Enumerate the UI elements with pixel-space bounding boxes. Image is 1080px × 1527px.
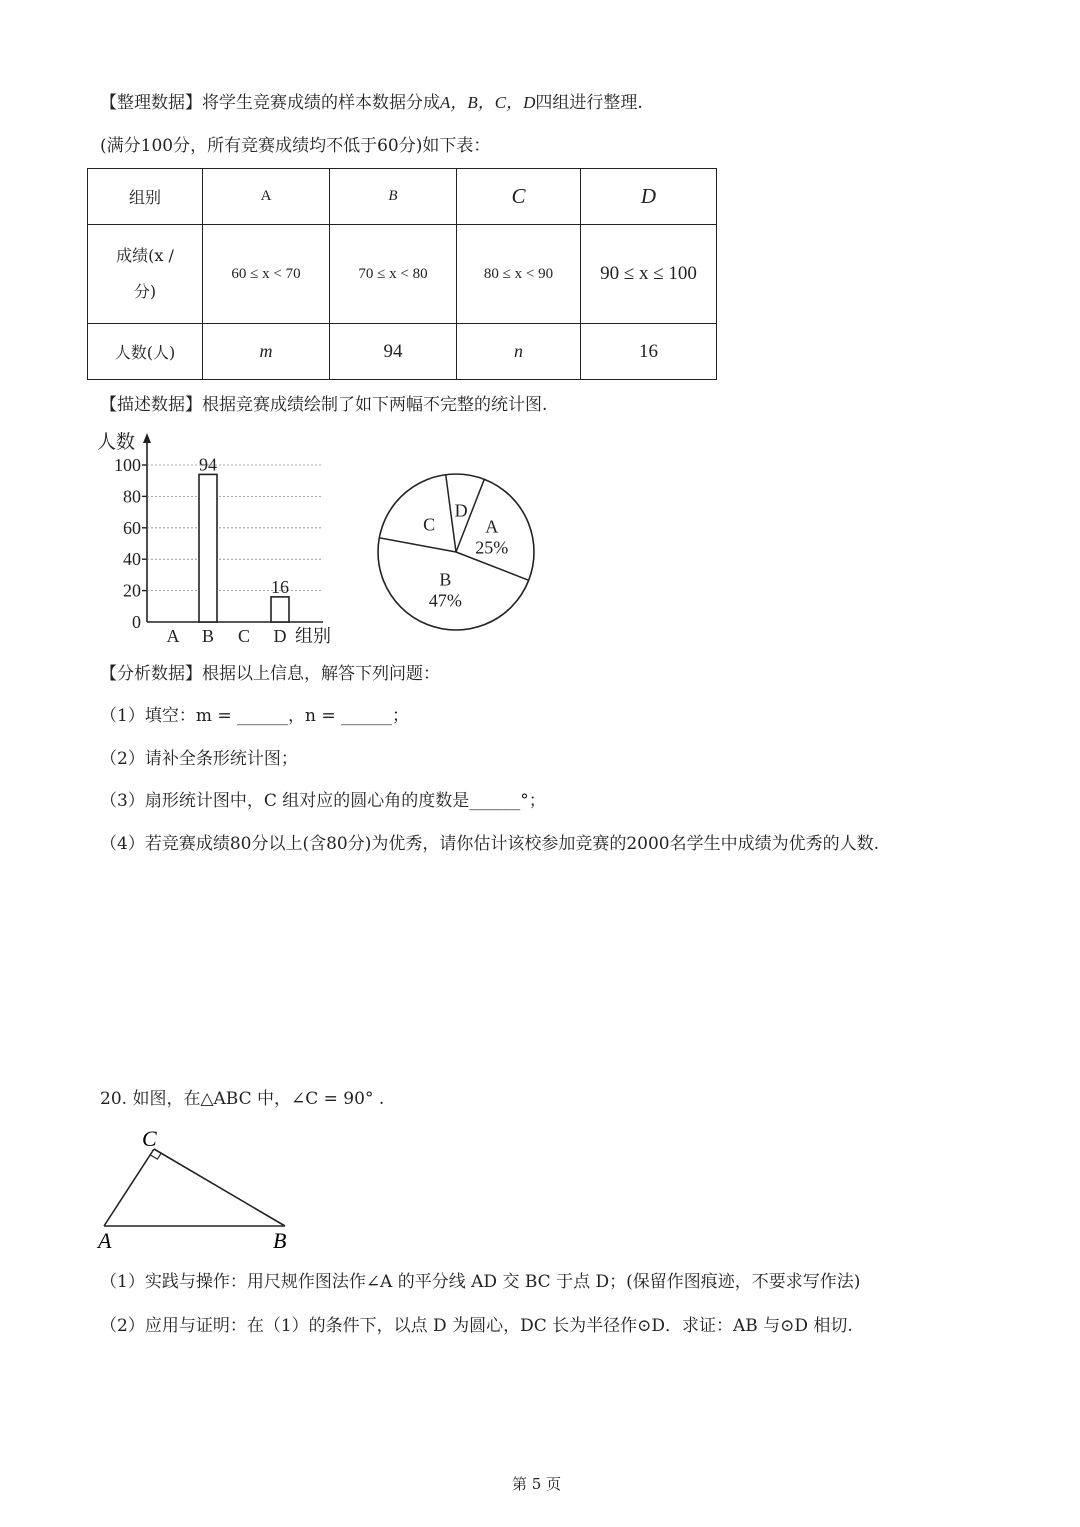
table-cell-range-b: 70 ≤ x < 80 — [330, 225, 457, 324]
table-header-score — [88, 225, 203, 324]
table-cell-range-c: 80 ≤ x < 90 — [457, 225, 581, 324]
score-table — [87, 168, 717, 380]
table-cell-count-b: 94 — [330, 324, 457, 380]
table-header-score-line2: 分) — [133, 282, 157, 301]
intro-line-1-suffix: 四组进行整理. — [535, 93, 643, 113]
y-tick-label: 20 — [123, 580, 141, 601]
problem20-q1: （1）实践与操作：用尺规作图法作∠A 的平分线 AD 交 BC 于点 D；(保留作图痕迹，不要求写作法) — [100, 1272, 861, 1292]
side-ac — [104, 1149, 154, 1226]
intro-line-1-prefix: 【整理数据】将学生竞赛成绩的样本数据分成 — [100, 93, 440, 113]
data-label: 16 — [271, 576, 289, 597]
table-cell-range-d: 90 ≤ x ≤ 100 — [581, 225, 717, 324]
table-row-ranges — [88, 225, 717, 324]
describe-line: 【描述数据】根据竞赛成绩绘制了如下两幅不完整的统计图. — [100, 395, 548, 415]
table-cell-count-a: m — [203, 324, 330, 380]
analysis-q4: （4）若竞赛成绩80分以上(含80分)为优秀，请你估计该校参加竞赛的2000名学生中成绩为优秀的人数. — [100, 834, 880, 854]
problem20-stem: 20. 如图，在△ABC 中，∠C = 90° . — [100, 1089, 385, 1109]
table-cell-group-a: A — [203, 169, 330, 225]
table-header-score-line1: 成绩(x / — [116, 246, 174, 265]
y-tick-label: 0 — [132, 612, 141, 632]
vertex-label-a: A — [98, 1228, 112, 1252]
analysis-q3: （3）扇形统计图中，C 组对应的圆心角的度数是______°； — [100, 791, 546, 811]
right-angle-mark — [150, 1153, 161, 1159]
table-header-count: 人数(人) — [88, 324, 203, 380]
intro-line-1 — [100, 92, 643, 114]
table-cell-group-c: C — [457, 169, 581, 225]
triangle-figure — [95, 1122, 305, 1252]
y-tick-label: 80 — [123, 486, 141, 507]
analysis-title: 【分析数据】根据以上信息，解答下列问题： — [100, 664, 440, 684]
table-cell-count-c: n — [457, 324, 581, 380]
x-tick-label: B — [201, 626, 215, 646]
x-tick-label: D — [273, 626, 287, 646]
y-axis-title: 人数 — [97, 432, 136, 453]
pie-slice-percent: 47% — [428, 590, 462, 611]
page-footer: 第 5 页 — [512, 1475, 562, 1493]
x-tick-label: C — [237, 626, 251, 646]
vertex-label-b: B — [273, 1228, 287, 1252]
y-tick-label: 100 — [114, 455, 141, 475]
x-tick-label: A — [166, 626, 180, 646]
intro-line-2: (满分100分，所有竞赛成绩均不低于60分)如下表： — [100, 136, 491, 156]
analysis-q1: （1）填空：m = ______，n = ______； — [100, 706, 409, 726]
bar — [199, 474, 217, 622]
pie-slice-label: C — [423, 514, 436, 535]
pie-slice-percent: 25% — [475, 537, 509, 558]
table-row-groups — [88, 169, 717, 225]
side-cb — [154, 1149, 285, 1226]
problem20-q2: （2）应用与证明：在（1）的条件下，以点 D 为圆心，DC 长为半径作⊙D．求证：AB 与⊙D 相切. — [100, 1316, 853, 1336]
pie-slice-label: D — [454, 500, 468, 521]
table-cell-group-b: B — [330, 169, 457, 225]
analysis-q2: （2）请补全条形统计图； — [100, 749, 298, 769]
table-cell-group-d: D — [581, 169, 717, 225]
intro-groups: A，B，C，D — [440, 93, 536, 112]
pie-slice-label: A — [485, 516, 499, 537]
table-row-counts — [88, 324, 717, 380]
pie-chart — [370, 470, 545, 638]
y-tick-label: 40 — [123, 549, 141, 570]
table-cell-range-a: 60 ≤ x < 70 — [203, 225, 330, 324]
table-header-group: 组别 — [88, 169, 203, 225]
x-axis-title: 组别 — [295, 626, 331, 646]
table-cell-count-d: 16 — [581, 324, 717, 380]
y-axis-arrow — [143, 433, 151, 443]
y-tick-label: 60 — [123, 517, 141, 538]
vertex-label-c: C — [142, 1126, 157, 1151]
pie-slice-label: B — [439, 569, 452, 590]
data-label: 94 — [199, 454, 217, 475]
bar-chart — [95, 425, 355, 655]
bar — [271, 597, 289, 622]
